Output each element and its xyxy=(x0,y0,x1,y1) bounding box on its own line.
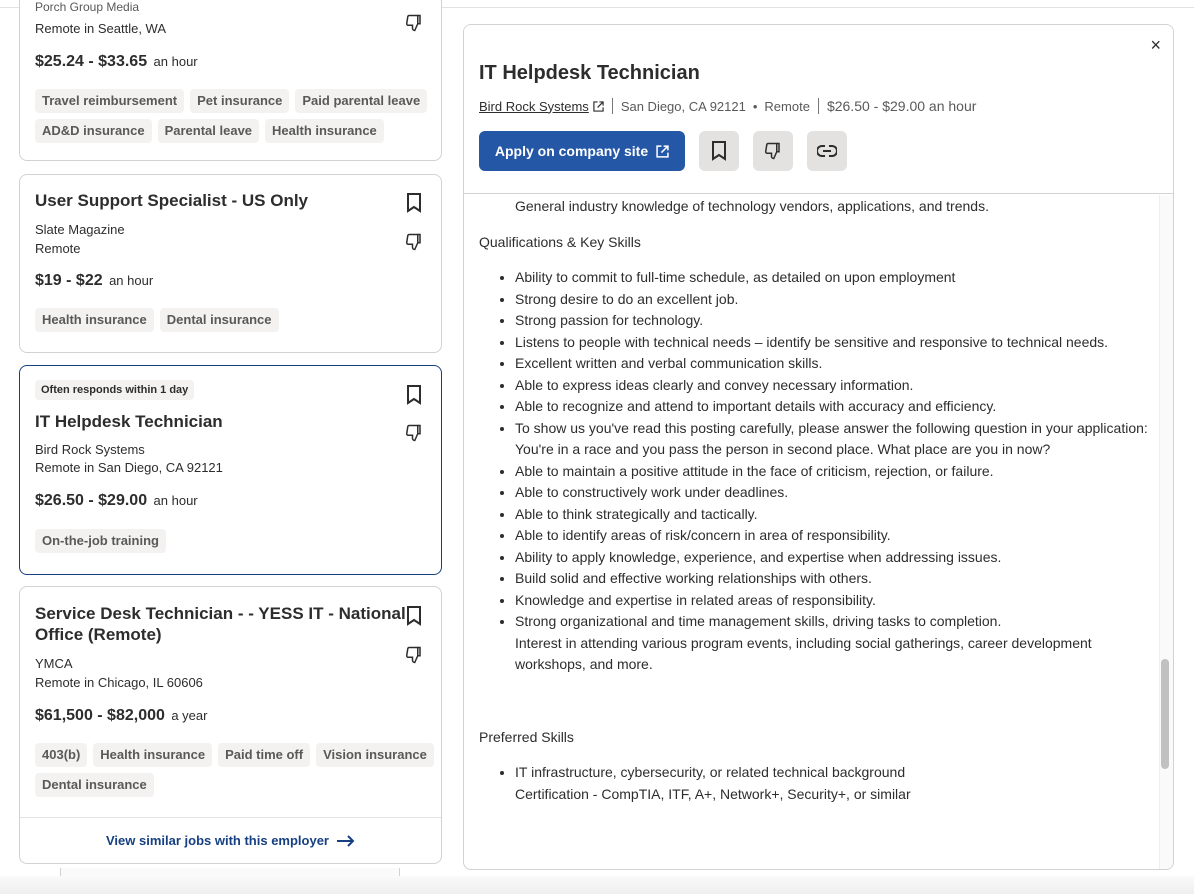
divider xyxy=(612,98,613,114)
description-line: General industry knowledge of technology vendors, applications, and trends. xyxy=(515,198,989,214)
salary-range: $25.24 - $33.65 xyxy=(35,53,148,70)
salary xyxy=(35,707,207,725)
separator-dot: • xyxy=(752,98,758,114)
job-title-line: Office (Remote) xyxy=(35,625,162,644)
list-item: • Ability to commit to full-time schedule, as detailed on upon employment xyxy=(515,267,1149,289)
page-bottom-edge xyxy=(0,876,1194,894)
close-button[interactable]: × xyxy=(1150,35,1161,55)
list-item: • Able to constructively work under deadlines. xyxy=(515,482,1149,504)
thumbs-down-icon xyxy=(405,233,423,251)
benefit-tag: Health insurance xyxy=(93,743,212,767)
job-location: San Diego, CA 92121 xyxy=(620,98,746,114)
remote-label: Remote xyxy=(764,98,810,114)
job-title[interactable]: IT Helpdesk Technician xyxy=(35,412,223,431)
list-item: • IT infrastructure, cybersecurity, or related technical background xyxy=(515,762,1149,784)
list-item: • Listens to people with technical needs – identify be sensitive and responsive to technical needs. xyxy=(515,332,1149,354)
list-item: • Able to express ideas clearly and convey necessary information. xyxy=(515,375,1149,397)
view-similar-jobs-label: View similar jobs with this employer xyxy=(106,833,329,848)
not-interested-button[interactable] xyxy=(403,231,425,253)
list-item: • Strong passion for technology. xyxy=(515,310,1149,332)
copy-link-button[interactable] xyxy=(807,131,847,171)
apply-button[interactable] xyxy=(479,131,685,171)
benefit-tags xyxy=(35,308,279,332)
salary-range: $26.50 - $29.00 xyxy=(35,492,148,509)
description-line: Certification - CompTIA, ITF, A+, Network+, Security+, or similar xyxy=(515,785,911,802)
thumbs-down-icon xyxy=(764,142,782,160)
divider xyxy=(818,98,819,114)
company-name: Slate Magazine xyxy=(35,222,125,237)
job-location: Remote in San Diego, CA 92121 xyxy=(35,460,223,475)
company-name: YMCA xyxy=(35,656,73,671)
company-name: Bird Rock Systems xyxy=(35,442,145,457)
job-location: Remote in Seattle, WA xyxy=(35,21,167,36)
list-item: • Ability to apply knowledge, experience, and expertise when addressing issues. xyxy=(515,547,1149,569)
benefit-tags xyxy=(35,89,427,143)
benefit-tag: Health insurance xyxy=(265,119,384,143)
thumbs-down-icon xyxy=(405,646,423,664)
salary xyxy=(35,272,153,290)
salary-unit: a year xyxy=(171,708,208,723)
benefit-tags xyxy=(35,529,166,553)
save-job-button[interactable] xyxy=(403,605,425,627)
list-item: • Knowledge and expertise in related areas of responsibility. xyxy=(515,590,1149,612)
response-badge: Often responds within 1 day xyxy=(35,380,194,400)
job-card[interactable] xyxy=(19,586,442,864)
benefit-tag: Parental leave xyxy=(158,119,259,143)
benefit-tag: AD&D insurance xyxy=(35,119,152,143)
benefit-tag: Dental insurance xyxy=(35,773,154,797)
benefit-tag: Dental insurance xyxy=(160,308,279,332)
scrollbar-thumb[interactable] xyxy=(1161,659,1169,769)
save-job-button[interactable] xyxy=(699,131,739,171)
not-interested-button[interactable] xyxy=(403,12,425,34)
benefit-tag: On-the-job training xyxy=(35,529,166,553)
job-detail-header xyxy=(464,25,1173,194)
list-item: • Able to identify areas of risk/concern in area of responsibility. xyxy=(515,525,1149,547)
list-item: • Excellent written and verbal communication skills. xyxy=(515,353,1149,375)
external-link-icon xyxy=(656,145,669,158)
salary-range: $19 - $22 xyxy=(35,272,103,289)
preferred-skills-heading: Preferred Skills xyxy=(479,728,574,745)
company-name: Porch Group Media xyxy=(35,0,140,14)
benefit-tag: Pet insurance xyxy=(190,89,289,113)
job-meta xyxy=(479,98,976,114)
qualifications-list xyxy=(479,267,1149,633)
company-name: Bird Rock Systems xyxy=(479,98,589,114)
job-title[interactable] xyxy=(35,603,406,645)
bookmark-icon xyxy=(711,141,727,161)
qualifications-heading: Qualifications & Key Skills xyxy=(479,233,641,250)
description-line: Interest in attending various program events, including social gatherings, career development workshops, and more. xyxy=(515,634,1092,672)
arrow-right-icon xyxy=(337,835,355,847)
job-description xyxy=(479,195,1149,805)
not-interested-button[interactable] xyxy=(403,644,425,666)
preferred-skills-list xyxy=(479,762,1149,784)
list-item: • Able to think strategically and tactically. xyxy=(515,504,1149,526)
benefit-tags xyxy=(35,743,434,797)
list-item: • Build solid and effective working relationships with others. xyxy=(515,568,1149,590)
job-title[interactable]: User Support Specialist - US Only xyxy=(35,191,309,210)
job-card[interactable] xyxy=(19,174,442,353)
bookmark-icon xyxy=(406,193,422,213)
job-card[interactable] xyxy=(19,0,442,161)
link-icon xyxy=(817,145,837,157)
save-job-button[interactable] xyxy=(403,192,425,214)
benefit-tag: Health insurance xyxy=(35,308,154,332)
list-item: • Strong desire to do an excellent job. xyxy=(515,289,1149,311)
apply-button-label: Apply on company site xyxy=(494,143,649,159)
salary: $26.50 - $29.00 an hour xyxy=(826,98,977,114)
job-location: Remote in Chicago, IL 60606 xyxy=(35,675,203,690)
list-item: • Able to recognize and attend to important details with accuracy and efficiency. xyxy=(515,396,1149,418)
not-interested-button[interactable] xyxy=(753,131,793,171)
salary-range: $61,500 - $82,000 xyxy=(35,707,165,724)
list-item: • To show us you've read this posting carefully, please answer the following question in your application: You're in a race and you pass the person in second place. What place are you in now? xyxy=(515,418,1149,461)
salary-unit: an hour xyxy=(109,273,154,288)
thumbs-down-icon xyxy=(405,424,423,442)
list-item: • Strong organizational and time management skills, driving tasks to completion. xyxy=(515,611,1149,633)
list-item: • Able to maintain a positive attitude in the face of criticism, rejection, or failure. xyxy=(515,461,1149,483)
salary xyxy=(35,53,198,71)
salary-unit: an hour xyxy=(153,493,198,508)
job-detail-pane xyxy=(463,24,1174,870)
company-link[interactable] xyxy=(479,99,604,114)
benefit-tag: Paid time off xyxy=(218,743,310,767)
view-similar-jobs-link[interactable] xyxy=(20,817,441,863)
job-title-line: Service Desk Technician - - YESS IT - National xyxy=(35,604,406,623)
salary xyxy=(35,492,198,510)
job-card-selected[interactable] xyxy=(19,365,442,575)
benefit-tag: Travel reimbursement xyxy=(35,89,184,113)
save-job-button[interactable] xyxy=(403,384,425,406)
benefit-tag: Paid parental leave xyxy=(295,89,427,113)
job-location: Remote xyxy=(35,241,81,256)
salary-unit: an hour xyxy=(153,54,198,69)
external-link-icon xyxy=(593,101,604,112)
job-title: IT Helpdesk Technician xyxy=(479,62,700,84)
benefit-tag: 403(b) xyxy=(35,743,87,767)
not-interested-button[interactable] xyxy=(403,422,425,444)
thumbs-down-icon xyxy=(405,14,423,32)
benefit-tag: Vision insurance xyxy=(316,743,434,767)
bookmark-icon xyxy=(406,606,422,626)
bookmark-icon xyxy=(406,385,422,405)
